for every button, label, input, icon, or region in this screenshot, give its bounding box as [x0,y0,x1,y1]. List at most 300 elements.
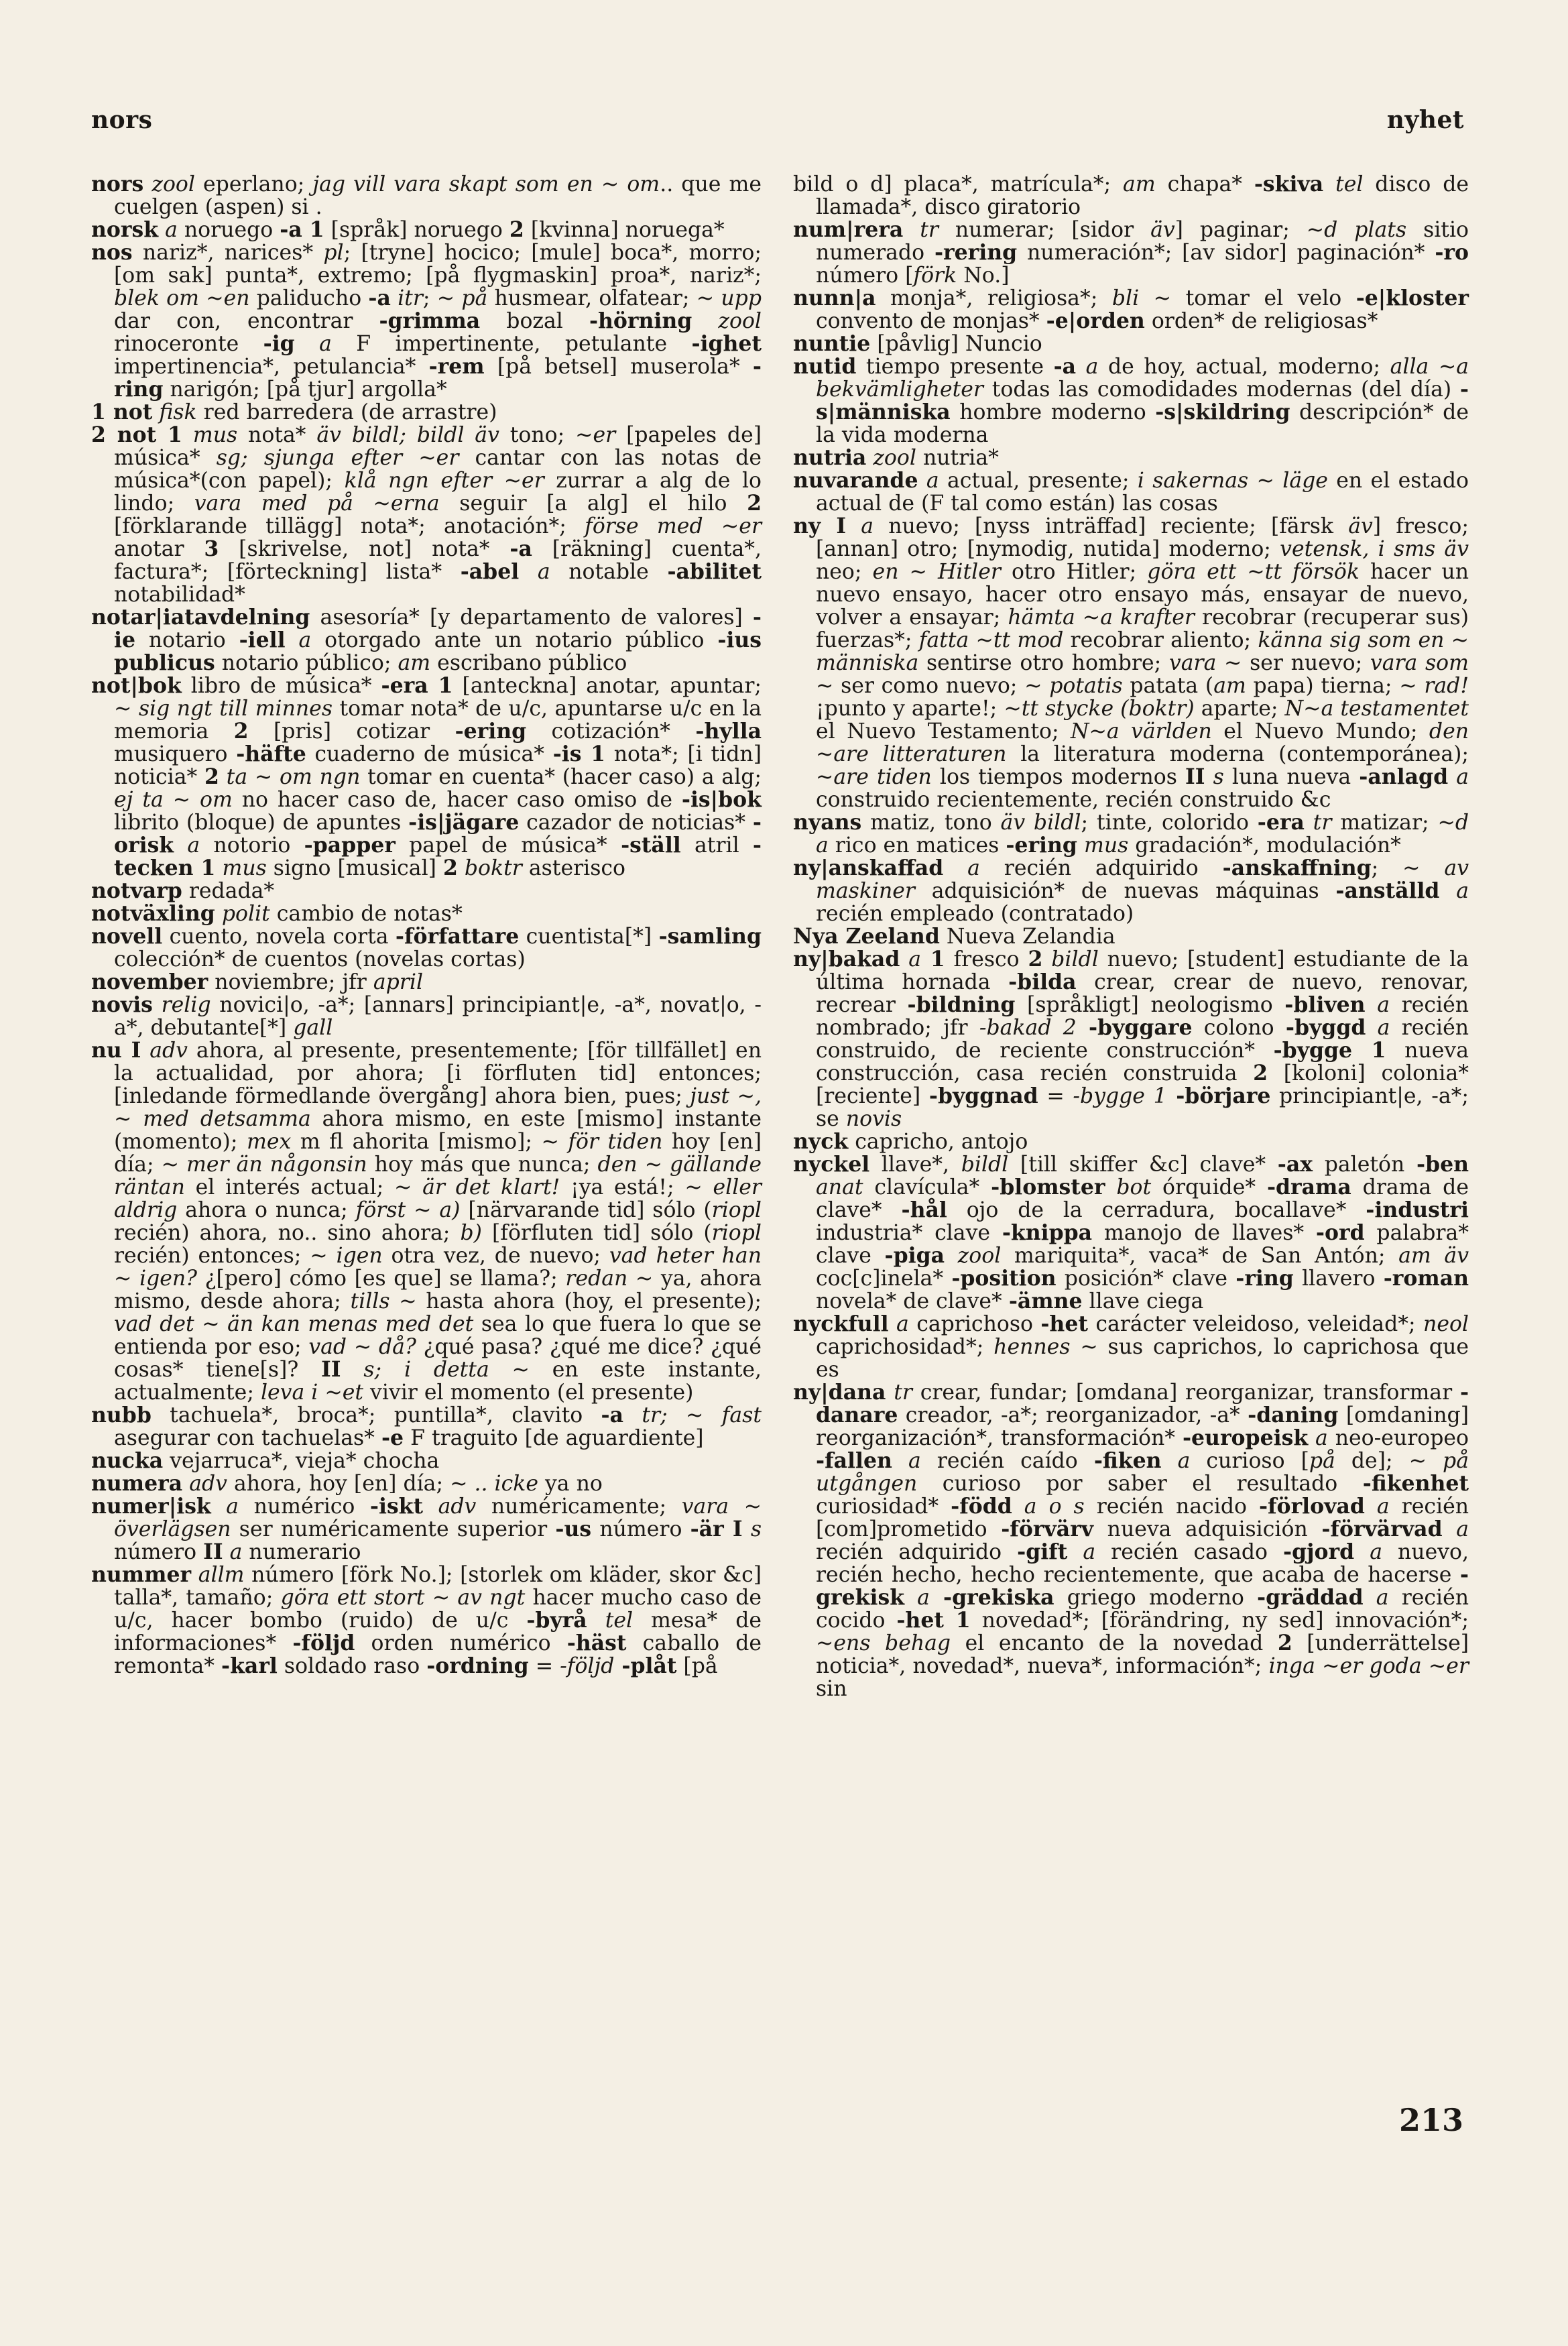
entry-text: [förklarande tillägg] nota*; anotación*; [114,514,585,538]
entry-text: bild o d] placa*, matrícula*; [793,172,1124,196]
running-head-right: nyhet [1386,106,1464,134]
entry-text: número [ [816,263,914,288]
entry-text: orden numérico [355,1631,567,1655]
entry-text: ya no [538,1472,603,1496]
entry-text: crear, fundar; [omdana] reorganizar, transformar [912,1381,1460,1405]
entry-text: [förfluten tid] sólo ( [481,1221,712,1245]
headword-text: numer|isk [91,1494,211,1519]
italic-text: riopl [711,1221,762,1245]
entry-text: vivir el momento (el presente) [363,1381,694,1405]
headword-text: -daning [1248,1403,1339,1427]
dictionary-entry-novell [91,925,762,971]
entry-text: de hoy, actual, moderno; [1098,355,1390,379]
headword-text: -a 1 [280,217,324,242]
headword-text: november [91,970,208,994]
headword-text: -hål [901,1197,947,1222]
entry-text: asesoría* [y departamento de valores] [310,605,753,630]
headword-text: -a [1053,354,1077,379]
italic-text: zool [143,172,195,196]
headword-text: 1 [920,947,945,972]
italic-text: ~ eller aldrig [114,1175,762,1222]
entry-text: [till skiffer &c] clave* [1008,1153,1278,1177]
italic-text: klå ngn efter ~er [344,469,544,493]
italic-text: -bakad 2 [979,1016,1077,1040]
entry-text: [kvinna] noruega* [524,218,725,242]
dictionary-entry-notbok [91,675,762,880]
entry-text: órquide* [1151,1175,1267,1199]
headword-text: -hylla [695,719,762,744]
headword-text: -iskt [369,1494,424,1519]
entry-text: ; [1371,856,1403,880]
entry-text: noviembre; jfr [208,970,373,994]
entry-text: matizar; [1331,811,1438,835]
entry-text: ojo de la cerradura, bocallave* [947,1198,1366,1222]
headword-text: 2 [1028,947,1043,972]
italic-text: vad ~ då? [308,1335,416,1359]
headword-text: -het [1040,1311,1088,1336]
headword-text: -byggare [1076,1015,1193,1040]
dictionary-entry-novis [91,994,762,1039]
entry-text: ¿[pero] cómo [es que] se llama?; [197,1267,566,1291]
headword-text: -ering [1006,833,1077,858]
headword-text: nu I [91,1038,141,1063]
headword-text: -häst [566,1631,627,1655]
headword-text: -börjare [1166,1083,1271,1108]
entry-text: [på [676,1654,718,1678]
italic-text: på [1309,1449,1335,1473]
italic-text: novis [845,1107,902,1131]
entry-text: construido recientemente, recién construido &c [816,788,1331,812]
headword-text: 3 [204,536,219,561]
italic-text: am [1123,172,1156,196]
entry-text: [språk] noruego [324,218,509,242]
dictionary-entry-notvaxling [91,902,762,925]
italic-text: a [294,332,332,356]
entry-text: husmear, olfatear; [487,286,697,310]
headword-text: -a [509,536,532,561]
entry-text: recién empleado (contratado) [816,902,1134,926]
entry-text: ] fresco; [annan] otro; [nymodig, nutida] moderno; [816,514,1469,561]
headword-text: -författare [395,924,520,949]
entry-text: caprichosidad*; [816,1335,994,1359]
headword-text: -e [381,1425,404,1450]
entry-text: ahora o nunca; [177,1198,356,1222]
italic-text: bot [1105,1175,1152,1199]
headword-text: -is|bok [681,787,762,812]
entry-text: actual, presente; [939,469,1138,493]
dictionary-entry-nubb [91,1404,762,1450]
entry-text: nueva adquisición [1093,1517,1322,1541]
italic-text: a [285,628,312,652]
italic-text: äv bildl; bildl äv [316,423,499,447]
entry-text: novedad*; [förändring, ny sed] innovación*; [970,1608,1469,1633]
entry-text: sus caprichos, lo caprichosa que es [816,1335,1469,1382]
entry-text: el encanto de la novedad [951,1631,1278,1655]
entry-text: adquisición* de nuevas máquinas [914,879,1336,903]
entry-text: griego moderno [1054,1586,1258,1610]
headword-text: -orisk [114,810,762,858]
italic-text: alla ~a bekvämligheter [816,355,1469,402]
headword-text: -e|kloster [1355,286,1469,310]
entry-text: tomar nota* de u/c, apuntarse u/c en la memoria [114,697,762,744]
entry-text: notario público; [215,651,398,675]
entry-text: ] paginar; [1174,218,1307,242]
headword-text: 2 [233,719,249,744]
italic-text: a [1076,355,1099,379]
italic-text: a [846,514,874,538]
entry-text: Nueva Zelandia [939,925,1115,949]
italic-text: den ~are litteraturen [816,719,1469,766]
entry-text: recién construido, de reciente construcción* [816,1016,1469,1063]
entry-text: ya, ahora mismo, desde ahora; [114,1267,762,1313]
headword-text: -europeisk [1182,1425,1309,1450]
headword-text: -hörning [589,308,692,333]
dictionary-entry-nutid [793,355,1469,447]
headword-text: 2 [442,856,458,880]
italic-text: neol [1423,1312,1469,1336]
headword-text: -a [601,1403,624,1427]
headword-text: -roman [1383,1266,1469,1291]
headword-text: nyans [793,810,862,835]
entry-text: nueva construcción, casa recién construida [816,1039,1469,1086]
dictionary-entry-nydana [793,1381,1469,1700]
entry-text: hasta ahora (hoy, el presente); [416,1289,762,1313]
headword-text: nuntie [793,331,871,356]
italic-text: vad det ~ än kan menas med det [114,1312,474,1336]
entry-text: los tiempos modernos [931,765,1186,789]
running-head-left: nors [91,106,153,134]
entry-text: paletón [1313,1153,1416,1177]
italic-text: zool [945,1244,1002,1268]
dictionary-entry-nyans [793,811,1469,857]
entry-text: cotización* [526,719,696,744]
headword-text: -fallen [816,1448,892,1473]
italic-text: adv [423,1494,477,1519]
headword-text: ny|bakad [793,947,900,972]
headword-text: -ax [1277,1152,1313,1177]
entry-text: colono [1192,1016,1286,1040]
headword-text: II [203,1539,223,1564]
entry-text: recobrar (recuperar sus) fuerzas*; [816,605,1469,652]
entry-text: numerar; [sidor [938,218,1151,242]
italic-text: vetensk, i sms äv [1280,537,1469,561]
entry-text: principiant|e, -a*; se [816,1084,1469,1131]
entry-text: ahora, al presente, presentemente; [för tillfället] en la actualidad, por ahora; [i förfluten tid] entonces; [inledande förmedlande övergång] ahora bien, pues; [114,1039,762,1108]
italic-text: zool [692,309,762,333]
italic-text: ~ av maskiner [816,856,1469,903]
headword-text: -het 1 [896,1608,971,1633]
italic-text: -bygge 1 [1073,1084,1167,1108]
entry-text: No.] [957,263,1010,288]
entry-text: hoy más que nunca; [367,1153,598,1177]
headword-text: -fiken [1093,1448,1162,1473]
headword-text: -byrå [526,1608,587,1633]
italic-text: a [1161,1449,1191,1473]
entry-text: sitio numerado [816,218,1469,265]
entry-text: curioso por saber el resultado [917,1472,1363,1496]
headword-text: II [321,1357,341,1382]
italic-text: a [1363,1586,1389,1610]
italic-text: hennes ~ [993,1335,1098,1359]
italic-text: a [904,1586,930,1610]
headword-text: -piga [884,1243,945,1268]
entry-text: anotar [114,537,204,561]
entry-text: cuentista[*] [519,925,659,949]
entry-text: gradación*, modulación* [1128,833,1401,858]
headword-text: notar|iatavdelning [91,605,310,630]
dictionary-entry-nuntie [793,333,1469,355]
page-number: 213 [1398,2102,1463,2138]
entry-text: papa) tierna; [1246,674,1400,698]
dictionary-entry-nuvarande [793,469,1469,515]
italic-text: a [210,1494,239,1519]
dictionary-entry-nyazeeland [793,925,1469,948]
headword-text: 2 [747,491,762,516]
italic-text: gall [293,1016,333,1040]
italic-text: a [1067,1540,1096,1564]
entry-text: [på betsel] muserola* [484,355,753,379]
headword-text: -gräddad [1257,1585,1364,1610]
entry-text: bozal [480,309,589,333]
dictionary-entry-november [91,971,762,994]
dictionary-entry-nummer [91,1564,762,1678]
headword-text: II [1185,764,1205,789]
italic-text: april [373,970,424,994]
entry-text: llave*, [869,1153,961,1177]
headword-text: -ordning [426,1653,529,1678]
headword-text: numera [91,1471,183,1496]
dictionary-entry-nu [91,1039,762,1404]
entry-text: capricho, antojo [848,1130,1028,1154]
entry-text: narigón; [på tjur] argolla* [163,377,447,402]
dictionary-entry-cont [793,173,1469,219]
entry-text: [omdaning] reorganización*, transformación* [816,1403,1469,1450]
headword-text: -gjord [1283,1539,1355,1564]
headword-text: -rem [428,354,485,379]
italic-text: ~ sig ngt till minnes [114,697,333,721]
headword-text: -ring [114,354,762,402]
headword-text: nos [91,240,133,265]
entry-text: creador, -a*; reorganizador, -a* [898,1403,1248,1427]
entry-text: tomar en cuenta* (hacer caso) a alg; [360,765,762,789]
entry-text: curiosidad* [816,1494,951,1519]
italic-text: zool [866,446,916,470]
italic-text: ~ rad! [1399,674,1469,698]
headword-text: -blomster [991,1175,1105,1199]
entry-text: notario [135,628,239,652]
italic-text: riopl [711,1198,762,1222]
entry-text: colección* de cuentos (novelas cortas) [114,947,526,972]
italic-text: N~a världen [1070,719,1212,744]
headword-text: ny|anskaffad [793,856,944,880]
entry-text: ahora, hoy [en] día; [227,1472,450,1496]
headword-text: 2 [1277,1631,1292,1655]
entry-text: [påvlig] Nuncio [870,332,1042,356]
entry-text: ahora mismo, en este [mismo] instante (momento); [114,1107,762,1154]
headword-text: 2 [1253,1061,1268,1086]
italic-text: a [158,218,178,242]
headword-text: -bilda [1008,970,1077,994]
entry-text: [räkning] cuenta*, factura*; [förteckning] lista* [114,537,762,584]
entry-text: recién caído [920,1449,1094,1473]
headword-text: novis [91,992,153,1017]
headword-text: -ig [263,331,295,356]
italic-text: a [1366,1016,1390,1040]
dictionary-entry-nyanskaffad [793,857,1469,925]
italic-text: -följd [560,1654,615,1678]
headword-text: -bliven [1284,992,1366,1017]
dictionary-entry-notariatavdelning [91,606,762,675]
italic-text: ~are tiden [816,765,932,789]
italic-text: vara ~ [1168,651,1242,675]
entry-text: ; tinte, colorido [1081,811,1258,835]
entry-text: cuento, novela corta [162,925,396,949]
italic-text: am [1213,674,1246,698]
headword-text: -papper [304,833,396,858]
entry-text: nutria* [916,446,999,470]
entry-text: atril [680,833,753,858]
headword-text: 2 [509,217,524,242]
headword-text: -ighet [691,331,762,356]
headword-text: -rering [934,240,1018,265]
italic-text: den ~ gällande räntan [114,1153,762,1199]
italic-text: mus [1077,833,1129,858]
italic-text: ~er [575,423,616,447]
italic-text: a [900,947,921,972]
headword-text: -drama [1266,1175,1351,1199]
headword-text: not|bok [91,673,182,698]
entry-text: rinoceronte [114,332,263,356]
entry-text: tono; [499,423,576,447]
dictionary-entry-not1 [91,401,762,424]
dictionary-entry-numrera [793,219,1469,287]
headword-text: -grekisk [816,1562,1469,1610]
headword-text: -anskaffning [1222,856,1372,880]
dictionary-entry-nybakad [793,948,1469,1130]
italic-text: a [1364,1494,1390,1519]
entry-text: convento de monjas* [816,309,1046,333]
entry-text: red barredera (de arrastre) [196,400,497,424]
headword-text: -industri [1366,1197,1469,1222]
headword-text: -bildning [907,992,1016,1017]
entry-text: caballo de remonta* [114,1631,762,1678]
entry-text: seguir [a alg] el hilo [439,491,747,516]
italic-text: mus [182,423,238,447]
entry-text: ser numéricamente superior [231,1517,556,1541]
entry-text: ; [422,286,437,310]
italic-text: bildl [1042,947,1099,972]
dictionary-entry-notvarp [91,880,762,902]
entry-text: palabra* clave [816,1221,1469,1268]
italic-text: a [174,833,200,858]
entry-text: notabilidad* [114,583,245,607]
italic-text: sg; sjunga efter ~er [216,446,459,470]
headword-text: -byggd [1285,1015,1366,1040]
entry-text: [papeles de] música* [114,423,762,470]
entry-text: recién adquirido [816,1540,1018,1564]
italic-text: vara ~ överlägsen [114,1494,762,1541]
italic-text: relig [152,993,211,1017]
entry-text: numérico [239,1494,370,1519]
headword-text: -ius publicus [114,628,762,675]
headword-text: -us [555,1517,592,1541]
headword-text: -danare [816,1380,1469,1427]
entry-text: nota*; [i tidn] noticia* [114,742,762,789]
italic-text: a [1308,1426,1328,1450]
entry-text: recobrar aliento; [1063,628,1258,652]
italic-text: a [892,1449,921,1473]
entry-text: cambio de notas* [269,902,463,926]
dictionary-entry-nyckel [793,1153,1469,1313]
entry-text: el Nuevo Mundo; [1211,719,1429,744]
entry-text: .. que me cuelgen (aspen) si . [114,172,762,219]
headword-text: -gift [1017,1539,1068,1564]
entry-text: m fl ahorita [mismo]; [291,1130,542,1154]
entry-text: fresco [945,947,1028,972]
headword-text: -född [951,1494,1012,1519]
italic-text: just ~, ~ med detsamma [114,1084,762,1131]
headword-text: -skiva [1254,172,1324,196]
entry-text: notorio [200,833,304,858]
italic-text: a [519,560,550,584]
italic-text: polit [215,902,270,926]
entry-text: llavero [1293,1267,1384,1291]
italic-text: a [223,1540,243,1564]
headword-text: -ben [1416,1152,1469,1177]
headword-text: -ie [114,605,762,652]
entry-text: manojo de llaves* [1092,1221,1316,1245]
entry-text: ser como nuevo; [833,674,1025,698]
headword-text: -a [368,286,391,310]
entry-text: asegurar con tachuelas* [114,1426,381,1450]
right-column [793,173,1469,1700]
entry-text: neo; [816,560,873,584]
entry-text: tachuela*, broca*; puntilla*, clavito [151,1403,601,1427]
italic-text: s [1205,765,1224,789]
entry-text: impertinencia*, petulancia* [114,355,429,379]
entry-text: escribano público [430,651,627,675]
italic-text: mex [246,1130,292,1154]
entry-text: nota* [237,423,317,447]
dictionary-entry-not2 [91,424,762,606]
entry-text: aparte; [1194,697,1285,721]
entry-text: cantar con las notas de música*(con papel); [114,446,762,493]
entry-text: monja*, religiosa*; [876,286,1112,310]
headword-text: -s|människa [816,377,1469,424]
italic-text: ~ för tiden [541,1130,663,1154]
italic-text: am [398,651,431,675]
headword-text: -fikenhet [1362,1471,1469,1496]
italic-text: am äv [1398,1244,1469,1268]
entry-text: [anteckna] anotar, apuntar; [453,674,762,698]
headword-text: -förvärvad [1321,1517,1443,1541]
italic-text: ~ upp [696,286,762,310]
italic-text: tr [903,218,939,242]
italic-text: vad heter han ~ igen? [114,1244,762,1291]
headword-text: -följd [292,1631,355,1655]
headword-text: nunn|a [793,286,876,310]
entry-text: chapa* [1155,172,1254,196]
italic-text: en ~ Hitler [872,560,1001,584]
entry-text: = [528,1654,560,1678]
dictionary-entry-numerisk [91,1495,762,1564]
entry-text: mariquita*, vaca* de San Antón; [1001,1244,1399,1268]
headword-text: novell [91,924,163,949]
headword-text: nutria [793,445,867,470]
italic-text: förk [913,263,957,288]
entry-text: clavícula* [863,1175,991,1199]
headword-text: -ord [1315,1220,1365,1245]
